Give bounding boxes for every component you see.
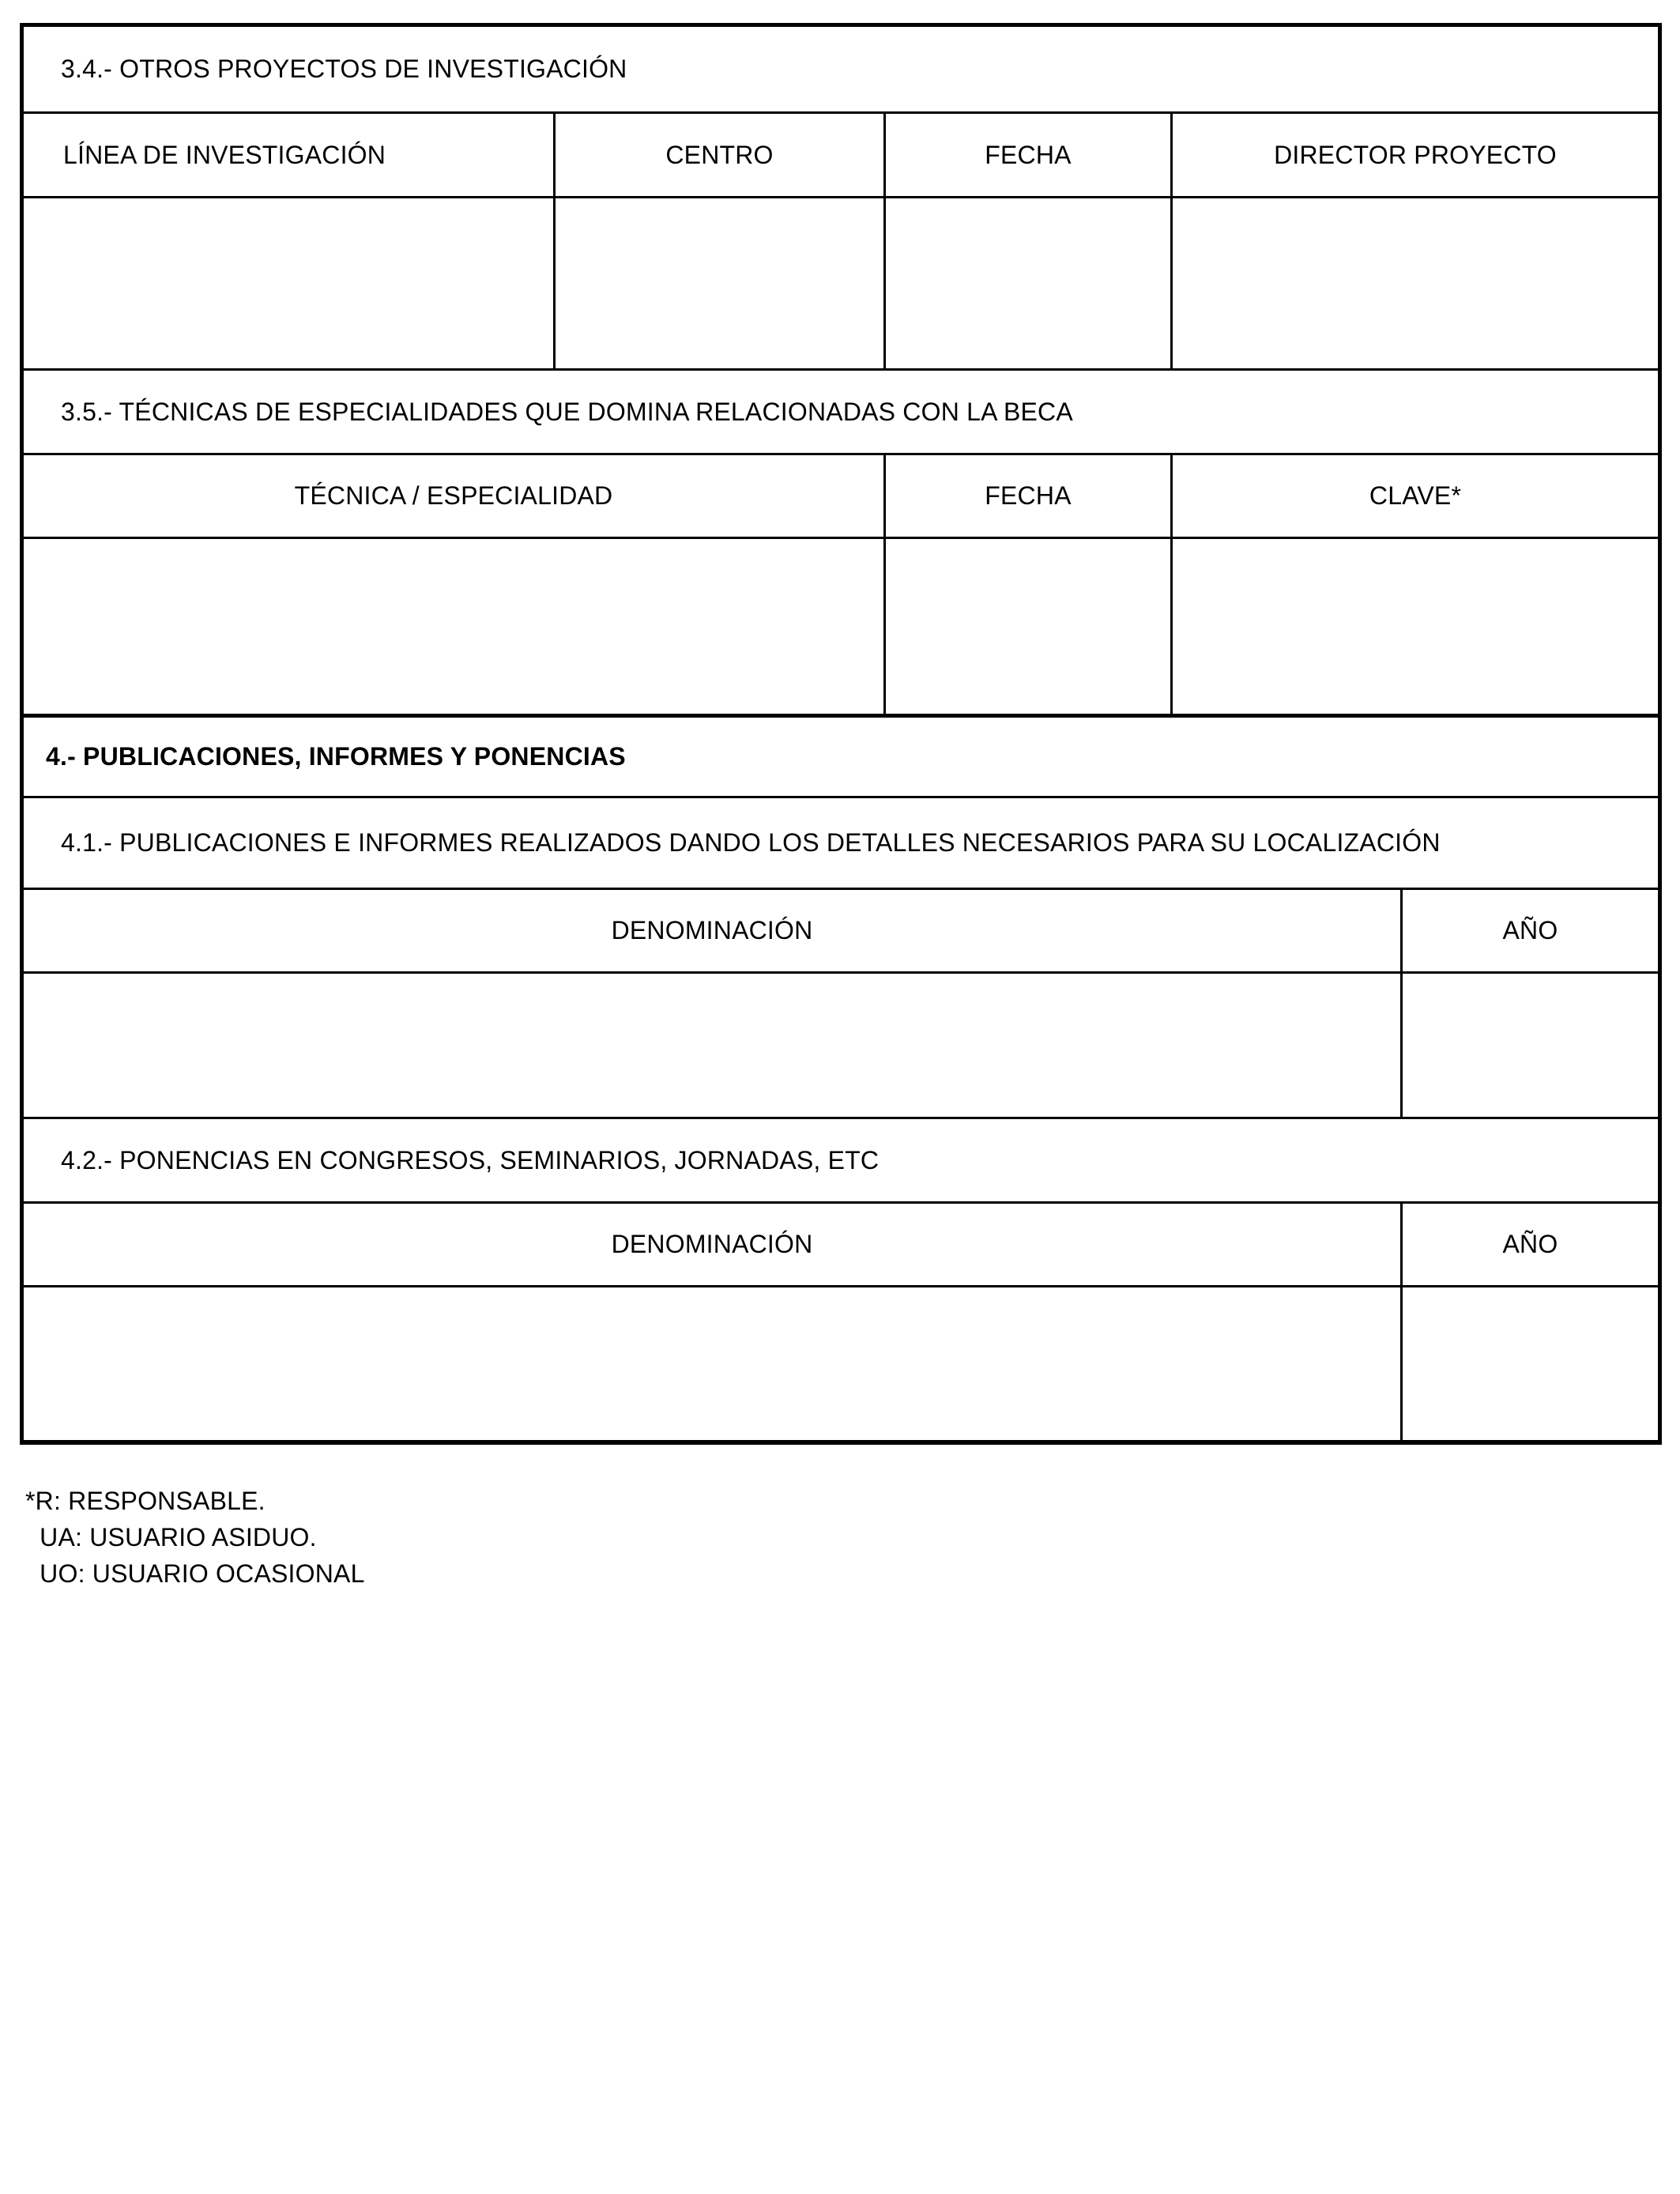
footnotes xyxy=(25,1483,365,1592)
ano-field[interactable] xyxy=(1403,974,1658,1117)
section-3-5-header-row xyxy=(24,455,1658,539)
header-clave: CLAVE* xyxy=(1369,481,1462,510)
section-4-title-row xyxy=(24,718,1658,798)
section-4-2-entry-row xyxy=(24,1287,1658,1440)
denominacion-field[interactable] xyxy=(24,1287,1403,1440)
section-3-5-title-row xyxy=(24,371,1658,455)
director-proyecto-field[interactable] xyxy=(1173,198,1658,368)
ano-field[interactable] xyxy=(1403,1287,1658,1440)
section-3-5-entry-row xyxy=(24,539,1658,714)
centro-field[interactable] xyxy=(556,198,886,368)
header-ano: AÑO xyxy=(1502,1230,1558,1258)
section-3-4-entry-row xyxy=(24,198,1658,371)
section-4-block xyxy=(20,718,1662,1445)
section-4-2-header-row xyxy=(24,1204,1658,1287)
section-3-4-title-row xyxy=(24,27,1658,114)
section-4-1-entry-row xyxy=(24,974,1658,1119)
note-usuario-asiduo: UA: USUARIO ASIDUO. xyxy=(25,1523,317,1551)
note-usuario-ocasional: UO: USUARIO OCASIONAL xyxy=(25,1559,365,1588)
header-denominacion: DENOMINACIÓN xyxy=(24,890,1403,971)
denominacion-field[interactable] xyxy=(24,974,1403,1117)
section-4-2-title: 4.2.- PONENCIAS EN CONGRESOS, SEMINARIOS, JORNADAS, ETC xyxy=(61,1145,880,1174)
section-3-4-title: 3.4.- OTROS PROYECTOS DE INVESTIGACIÓN xyxy=(61,55,627,83)
section-3-5-title: 3.5.- TÉCNICAS DE ESPECIALIDADES QUE DOMINA RELACIONADAS CON LA BECA xyxy=(61,397,1073,426)
form-frame xyxy=(20,23,1662,1445)
tecnica-especialidad-field[interactable] xyxy=(24,539,886,714)
section-3-4-header-row xyxy=(24,114,1658,198)
section-4-1-title-row xyxy=(24,798,1658,890)
header-linea-investigacion: LÍNEA DE INVESTIGACIÓN xyxy=(24,114,556,196)
clave-field[interactable] xyxy=(1173,539,1658,714)
header-director-proyecto: DIRECTOR PROYECTO xyxy=(1274,140,1557,169)
header-denominacion: DENOMINACIÓN xyxy=(24,1204,1403,1285)
note-responsable: *R: RESPONSABLE. xyxy=(25,1487,266,1515)
section-3-block xyxy=(20,23,1662,718)
section-4-title: 4.- PUBLICACIONES, INFORMES Y PONENCIAS xyxy=(46,742,626,771)
header-tecnica-especialidad: TÉCNICA / ESPECIALIDAD xyxy=(24,455,886,537)
header-centro: CENTRO xyxy=(556,114,886,196)
section-4-2-title-row xyxy=(24,1119,1658,1204)
fecha-field[interactable] xyxy=(886,198,1173,368)
linea-investigacion-field[interactable] xyxy=(24,198,556,368)
section-4-1-header-row xyxy=(24,890,1658,974)
fecha-field[interactable] xyxy=(886,539,1173,714)
header-fecha: FECHA xyxy=(886,114,1173,196)
header-fecha: FECHA xyxy=(886,455,1173,537)
header-ano: AÑO xyxy=(1502,916,1558,944)
section-4-1-title: 4.1.- PUBLICACIONES E INFORMES REALIZADOS DANDO LOS DETALLES NECESARIOS PARA SU LOCALIZACIÓN xyxy=(61,828,1441,857)
